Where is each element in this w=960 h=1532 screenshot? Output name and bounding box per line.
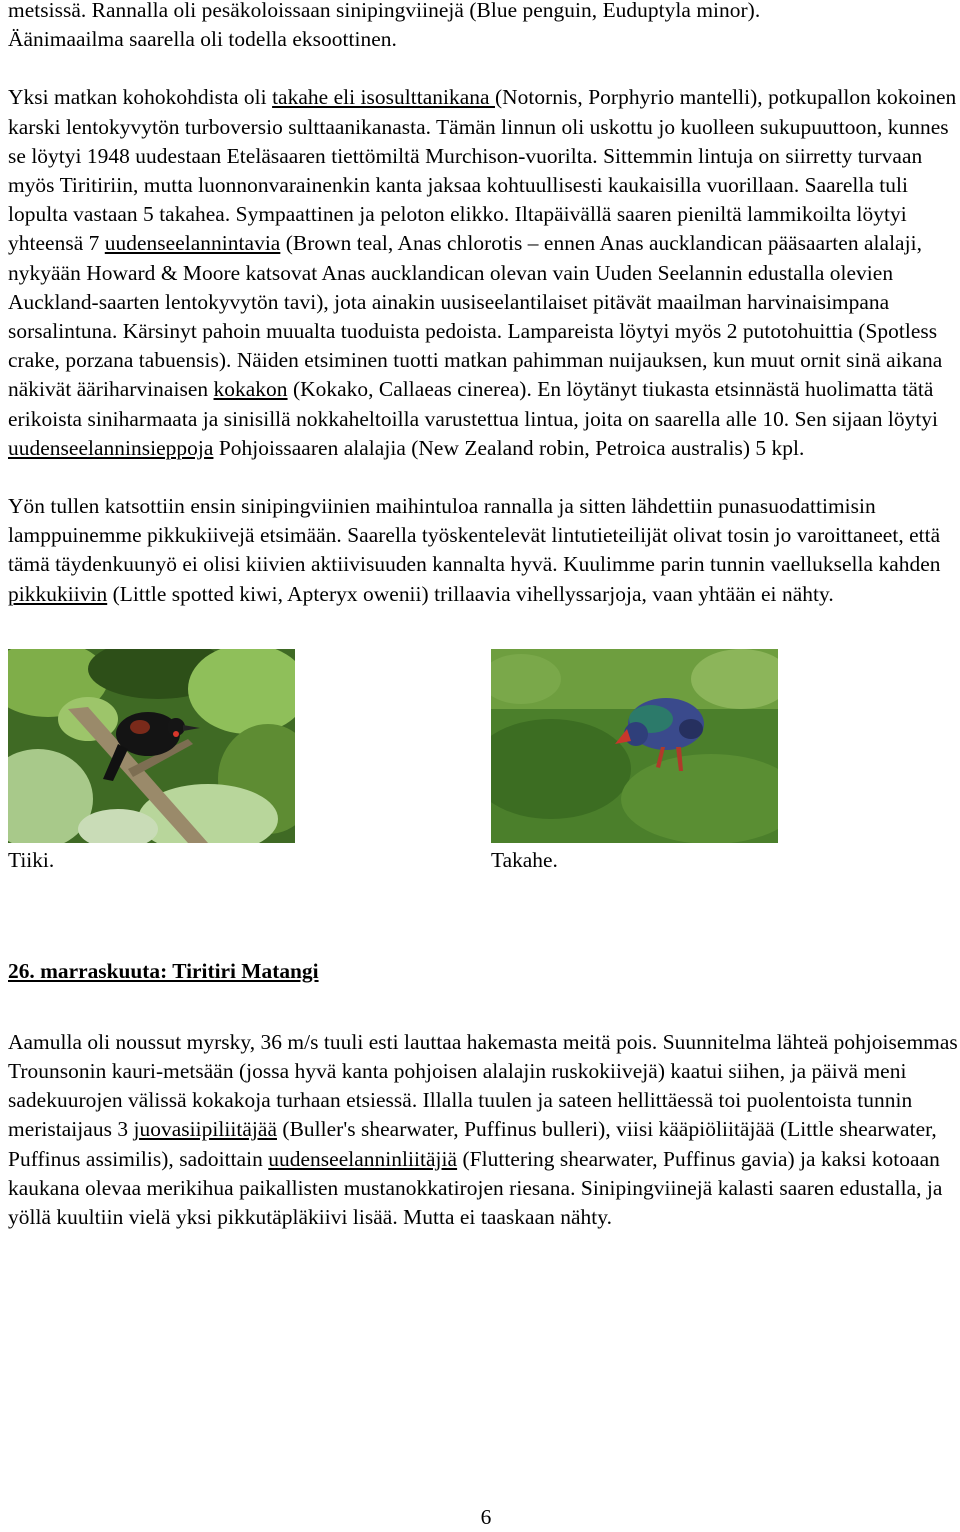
document-page bbox=[8, 0, 960, 1232]
bullers-shearwater-link[interactable]: juovasiipiliitäjää bbox=[133, 1117, 277, 1142]
text-segment: Yksi matkan kohokohdista oli bbox=[8, 85, 273, 110]
text-segment: Pohjoissaaren alalajia (New Zealand robin, Petroica australis) 5 kpl. bbox=[213, 435, 805, 460]
text-segment: (Buller's shearwater, Puffinus bulleri), viisi kääpiöliitäjää (Little shearwater, Puffinus assimilis), sadoittain bbox=[8, 1117, 937, 1171]
paragraph-2 bbox=[8, 83, 960, 463]
nz-robin-link[interactable]: uudenseelanninsieppoja bbox=[8, 435, 214, 460]
text-segment: (Kokako, Callaeas cinerea). En löytänyt tiukasta etsinnästä huolimatta tätä erikoista siniharmaata ja sinisillä nokkaheltoilla varustettua lintua, joita on saarella alle 10. Sen sijaan löytyi bbox=[8, 377, 939, 431]
section-heading: 26. marraskuuta: Tiritiri Matangi bbox=[8, 958, 319, 983]
kokako-link[interactable]: kokakon bbox=[213, 377, 288, 402]
takahe-photo bbox=[491, 649, 778, 843]
text-segment: Aamulla oli noussut myrsky, 36 m/s tuuli esti lauttaa hakemasta meitä pois. Suunnitelma lähteä pohjoisemmas Trounsonin kauri-metsään (jossa hyvä kanta pohjoisen alalajin ruskokiivejä) kaatui siihen, ja päivä meni sadekuurojen välissä kokakoja turhaan etsiessä. Illalla tuulen ja sateen hellittäessä toi puolentoista tunnin meristaijaus 3 bbox=[8, 1029, 958, 1142]
figure-caption-tiiki: Tiiki. bbox=[8, 847, 55, 872]
paragraph-4 bbox=[8, 1028, 960, 1232]
text-segment: (Notornis, Porphyrio mantelli), potkupallon kokoinen karski lentokyvytön turboversio sulttaanikanasta. Tämän linnun oli uskottu jo kuolleen sukupuuttoon, kunnes se löytyi 1948 uudestaan Eteläsaaren tiettömiltä Murchison-vuorilta. Sittemmin lintuja on siirretty turvaan myös Tiritiriin, mutta luonnonvarainenkin kanta jaksaa kohtuullisesti kaukaisilla vuorillaan. Saarella tuli lopulta vastaan 5 takahea. Sympaattinen ja peloton elikko. Iltapäivällä saaren pieniltä lammikoilta löytyi yhteensä 7 bbox=[8, 85, 957, 256]
text-segment: (Little spotted kiwi, Apteryx owenii) trillaavia vihellyssarjoja, vaan yhtään ei nähty. bbox=[107, 581, 834, 606]
figure-caption-takahe: Takahe. bbox=[491, 847, 558, 872]
text-segment: (Fluttering shearwater, Puffinus gavia) ja kaksi kotoaan kaukana olevaa merikihua paikallisten mustanokkatirojen riesana. Sinipingviinejä kalasti saaren edustalla, ja yöllä kuultiin vielä yksi pikkutäpläkiivi lisää. Mutta ei taaskaan nähty. bbox=[8, 1146, 943, 1230]
figure-takahe bbox=[491, 649, 778, 875]
paragraph-3 bbox=[8, 492, 960, 609]
text-segment: Yön tullen katsottiin ensin sinipingviinien maihintuloa rannalla ja sitten lähdettiin punasuodattimisin lamppuinemme pikkukiivejä etsimään. Saarella työskentelevät lintutieteilijät olivat tosin jo varoittaneet, että tämä täydenkuunyö ei olisi kiivien aktiivisuuden kannalta hyvä. Kuulimme parin tunnin vaelluksella kahden bbox=[8, 494, 941, 577]
page-number: 6 bbox=[480, 1505, 492, 1529]
tiiki-photo bbox=[8, 649, 295, 843]
figures-row bbox=[8, 649, 960, 879]
brown-teal-link[interactable]: uudenseelannintavia bbox=[104, 231, 281, 256]
paragraph-1 bbox=[8, 0, 960, 54]
little-spotted-kiwi-link[interactable]: pikkukiivin bbox=[8, 581, 108, 606]
fluttering-shearwater-link[interactable]: uudenseelanninliitäjiä bbox=[268, 1146, 458, 1171]
takahe-link[interactable]: takahe eli isosulttanikana bbox=[272, 85, 495, 110]
figure-tiiki bbox=[8, 649, 295, 875]
text-segment: (Brown teal, Anas chlorotis – ennen Anas aucklandican pääsaarten alalaji, nykyään Howard & Moore katsovat Anas aucklandican olevan vain Uuden Seelannin edustalla olevien Auckland-saarten lentokyvytön tavi), jota ainakin uusiseelantilaiset pitävät maailman harvinaisimpana sorsalintuna. Kärsinyt pahoin muualta tuoduista pedoista. Lampareista löytyi myös 2 putotohuittia (Spotless crake, porzana tabuensis). Näiden etsiminen tuotti matkan pahimman nuijauksen, kun muut ornit sinä aikana näkivät ääriharvinaisen bbox=[8, 231, 943, 402]
paragraph-1-line-1: metsissä. Rannalla oli pesäkoloissaan sinipingviinejä (Blue penguin, Euduptyla minor). bbox=[8, 0, 761, 22]
paragraph-1-line-2: Äänimaailma saarella oli todella eksoottinen. bbox=[8, 27, 397, 52]
